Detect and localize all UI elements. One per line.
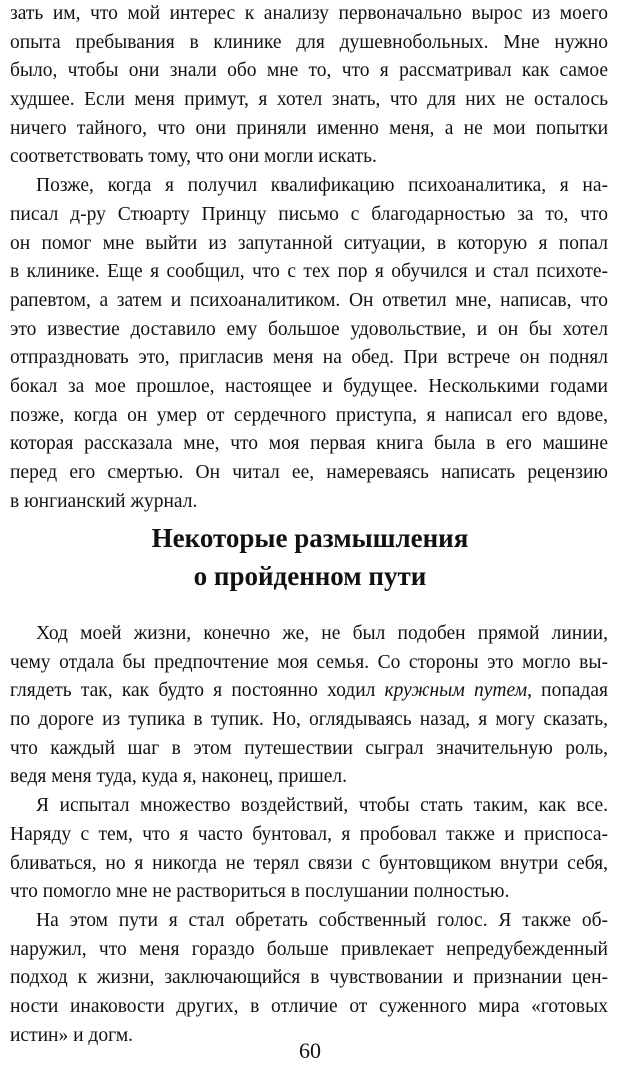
text-line: Я испытал множество воздействий, чтобы стать таким, как все.: [36, 795, 608, 817]
text-line: было, чтобы они знали обо мне то, что я рассматривал как самое: [10, 60, 608, 82]
text-line: ности инаковости других, в отличие от суженного мира «готовых: [10, 995, 608, 1017]
text-line: наружил, что меня гораздо больше привлекает непредубежденный: [10, 938, 608, 960]
paragraph-life-course: [10, 620, 608, 792]
text-line: опыта пребывания в клинике для душевнобольных. Мне нужно: [10, 31, 608, 53]
text-line: бливаться, но я никогда не терял связи с бунтовщиком внутри себя,: [10, 852, 608, 874]
top-text-block: [10, 0, 608, 516]
text-line-with-emphasis: [10, 677, 608, 706]
text-line: перед его смертью. Он читал ее, намереваясь написать рецензию: [10, 462, 608, 483]
text-line: чему отдала бы предпочтение моя семья. Со стороны это могло вы-: [10, 651, 608, 673]
text-line: ничего тайного, что они приняли именно меня, а не мои попытки: [10, 117, 608, 139]
paragraph-prince-letter: [10, 172, 608, 516]
text-line: отпраздновать это, пригласив меня на обед. При встрече он поднял: [10, 347, 608, 369]
text-line: это известие доставило ему большое удовольствие, и он бы хотел: [10, 318, 608, 340]
text-line: он помог мне выйти из запутанной ситуации, в которую я попал: [10, 232, 608, 254]
bottom-text-block: [10, 620, 608, 1050]
page-number: 60: [299, 1038, 321, 1063]
section-heading-line: о пройденном пути: [193, 561, 427, 591]
text-line: зать им, что мой интерес к анализу первоначально вырос из моего: [10, 3, 608, 24]
text-line: позже, когда он умер от сердечного приступа, я написал его вдове,: [10, 404, 608, 426]
text-line: рапевтом, а затем и психоаналитиком. Он ответил мне, написав, что: [10, 289, 608, 311]
text-line: истин» и догм.: [10, 1024, 134, 1046]
paragraph-continued: [10, 0, 608, 172]
text-line: соответствовать тому, что они могли искать.: [10, 146, 377, 168]
text-line: что помогло мне не раствориться в послушании полностью.: [10, 881, 510, 903]
text-line: писал д-ру Стюарту Принцу письмо с благодарностью за то, что: [10, 203, 608, 225]
text-line: худшее. Если меня примут, я хотел знать, что для них не осталось: [10, 89, 608, 111]
text-line: Позже, когда я получил квалификацию психоаналитика, я на-: [36, 175, 608, 197]
emphasis-text: кружным путем: [384, 680, 528, 702]
text-fragment: , попадая: [527, 680, 608, 702]
section-heading-line: Некоторые размышления: [151, 523, 469, 553]
text-line: которая рассказала мне, что моя первая книга была в его машине: [10, 433, 608, 455]
text-line: подход к жизни, заключающийся в чувствовании и признании цен-: [10, 967, 608, 989]
text-line: по дороге из тупика в тупик. Но, оглядываясь назад, я могу сказать,: [10, 709, 608, 731]
text-line: На этом пути я стал обретать собственный голос. Я также об-: [36, 909, 608, 931]
text-line: Ход моей жизни, конечно же, не был подобен прямой линии,: [36, 623, 608, 644]
section-heading: [0, 519, 620, 595]
paragraph-own-voice: [10, 907, 608, 1050]
text-line: Наряду с тем, что я часто бунтовал, я пробовал также и приспоса-: [10, 823, 608, 845]
text-line: что каждый шаг в этом путешествии сыграл значительную роль,: [10, 737, 608, 759]
text-line: ведя меня туда, куда я, наконец, пришел.: [10, 766, 348, 788]
paragraph-influences: [10, 792, 608, 907]
text-line: в клинике. Еще я сообщил, что с тех пор я обучился и стал психоте-: [10, 261, 608, 283]
text-fragment: глядеть так, как будто я постоянно ходил: [10, 680, 385, 702]
text-line: бокал за мое прошлое, настоящее и будущее. Несколькими годами: [10, 375, 608, 397]
text-line: в юнгианский журнал.: [10, 490, 198, 512]
